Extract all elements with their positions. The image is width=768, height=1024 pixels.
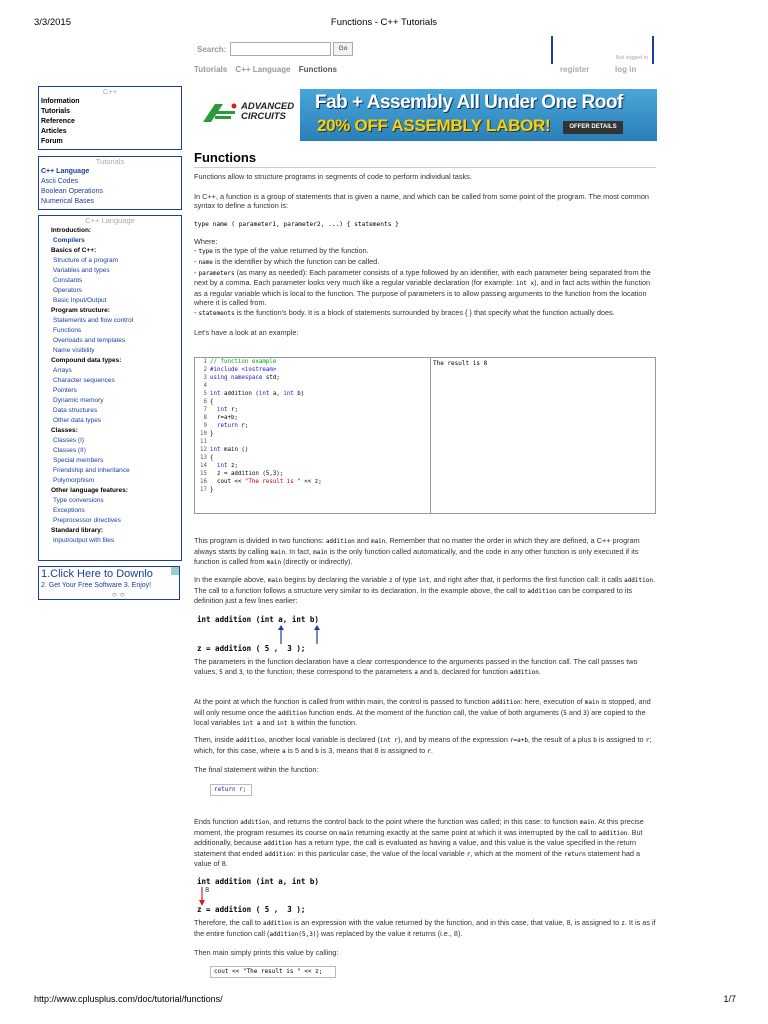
line-number: 14 (200, 463, 207, 469)
p9-code-4: addition (598, 829, 628, 837)
p4-text-e: . The call to a function follows a structure very similar to its declaration. In the example above, the call to (194, 575, 656, 595)
p5-text-b: and (222, 666, 240, 676)
circuit-logo-icon (201, 102, 237, 124)
sidebar-section-heading: Compound data types: (51, 357, 122, 364)
where-label: Where: (194, 236, 218, 246)
p7-text-j: . (430, 745, 433, 755)
line-number: 13 (200, 455, 207, 461)
lets-look-text: Let's have a look at an example: (194, 327, 299, 337)
line-number: 6 (203, 399, 207, 405)
banner-promo: 20% OFF ASSEMBLY LABOR! (317, 116, 551, 135)
breadcrumb-tutorials[interactable]: Tutorials (194, 65, 228, 74)
print-url: http://www.cplusplus.com/doc/tutorial/functions/ (34, 994, 223, 1004)
p9-text-a: Ends function (194, 817, 241, 826)
login-link[interactable]: log in (615, 65, 637, 74)
sidebar-ad[interactable] (38, 566, 180, 600)
sidebar-item[interactable]: Data structures (53, 407, 98, 414)
where-parameters-text: (as many as needed): Each parameter consists of a type followed by an identifier, with each parameter being separated from the next by a comma. Each parameter looks very much like a regular variable declaration (for example: (194, 267, 651, 288)
sidebar-tutorials (38, 156, 182, 210)
sidebar-item[interactable]: Dynamic memory (53, 397, 104, 404)
account-box (551, 36, 654, 64)
p7-text-a: Then, inside (194, 735, 236, 744)
p3-code-3: main (270, 548, 286, 556)
parameter-arrows-icon (270, 624, 330, 646)
paragraph-final-statement: The final statement within the function: (194, 765, 319, 774)
sidebar-item[interactable]: Classes (II) (53, 447, 86, 454)
code-int-x: int x (516, 280, 535, 288)
code-line (195, 398, 430, 406)
p3-text-e: is the only function called automatically, and the code in any other function is only executed if its function is called from (194, 546, 639, 567)
p7-text-h: is 5 and (285, 745, 316, 755)
code-line (195, 478, 430, 486)
sidebar-section-heading: Introduction: (51, 227, 92, 234)
p5-code-5: addition (509, 668, 539, 676)
p5-text-e: , declared for function (437, 666, 510, 676)
paragraph-parameters (194, 657, 656, 677)
p4-text-c: of type (392, 575, 419, 584)
where-parameters: - parameters (as many as needed): Each parameter consists of a type followed by an identifier, with each parameter being separated from the next by a comma. Each parameter looks very much like a regular variable declaration (for example: int x), and in fact acts within the function as a regular variable which is local to the function. The purpose of parameters is to allow passing arguments to the function from the location where it is called from. (194, 267, 651, 308)
p9-text-h: , which at the moment of the (470, 848, 565, 858)
p6-code-2: main (584, 699, 600, 706)
code-line (195, 422, 430, 430)
p3-code-1: addition (325, 538, 355, 545)
p4-code-3: int (418, 577, 430, 584)
p9-text-d: returning exactly at the same point at which it was interrupted by the call to (353, 827, 599, 837)
p6-code-3: addition (277, 709, 307, 717)
sidebar-item[interactable]: Structure of a program (53, 257, 119, 264)
p9-code-8: return (564, 850, 586, 858)
register-link[interactable]: register (560, 65, 590, 74)
paragraph-return-control (194, 817, 656, 869)
p5-code-4: b (434, 668, 438, 676)
sidebar-item[interactable]: Arrays (53, 367, 72, 374)
p7-code-1: addition (235, 737, 265, 744)
sidebar-item[interactable]: Operators (53, 287, 82, 294)
page-title: Functions (194, 150, 656, 168)
code-line (195, 438, 430, 446)
p6-text-h: within the function. (294, 718, 358, 728)
sidebar-section-heading: Program structure: (51, 307, 110, 314)
line-number: 1 (203, 359, 207, 365)
sidebar-item-forum[interactable]: Forum (41, 138, 63, 145)
p5-text-f: . (538, 666, 541, 676)
definition-paragraph: In C++, a function is a group of statements that is given a name, and which can be called from some point of the program. The most common syntax to define a function is: (194, 191, 649, 211)
code-text: int addition (int a, int b) (210, 391, 305, 397)
sidebar-item-numerical-bases[interactable]: Numerical Bases (41, 198, 94, 205)
sidebar-item[interactable]: Pointers (53, 387, 77, 394)
snippet-cout: cout << "The result is " << z; (210, 966, 336, 978)
p10-text-c: . It is as if the entire function call ( (194, 918, 656, 938)
logo-text (241, 102, 294, 122)
p7-code-7: a (282, 747, 286, 755)
return-value-label: 8 (205, 886, 210, 894)
sidebar-item[interactable]: Statements and flow control (53, 317, 134, 324)
sidebar-cpp-header: C++ (102, 87, 118, 96)
p6-text-a: At the point at which the function is called from within main, the control is passed to function (194, 697, 492, 706)
p7-code-8: b (315, 747, 319, 755)
paragraph-expression-value (194, 918, 656, 939)
logo-text-circuits: CIRCUITS (241, 111, 286, 122)
p10-code-3: addition(5,3) (269, 930, 317, 938)
code-text: int main () (210, 447, 249, 453)
line-number: 7 (203, 407, 207, 413)
sidebar-item[interactable]: Name visibility (53, 347, 95, 354)
ad-choices-icon[interactable] (171, 567, 179, 575)
where-statements: - statements is the function's body. It is a block of statements surrounded by braces { } that specify what the function actually does. (194, 307, 615, 317)
sidebar-item[interactable]: Friendship and inheritance (53, 467, 130, 474)
code-line (195, 406, 430, 414)
paragraph-example-above (194, 575, 656, 606)
p6-text-f: ) are copied to the local variables (194, 707, 646, 728)
p7-code-4: a (572, 737, 576, 744)
where-name-text: is the identifier by which the function can be called. (212, 256, 380, 266)
p10-text-a: Therefore, the call to (194, 918, 263, 927)
line-number: 16 (200, 479, 207, 485)
p4-text-b: begins by declaring the variable (282, 575, 389, 584)
p4-code-4: addition (624, 577, 653, 584)
sidebar-item-tutorials[interactable]: Tutorials (41, 108, 71, 115)
p3-text-a: This program is divided in two functions: (194, 536, 326, 545)
code-text: { (210, 455, 214, 461)
p7-code-3: r=a+b (509, 737, 528, 744)
code-line (195, 390, 430, 398)
sidebar-item-cpp-language[interactable]: C++ Language (41, 168, 90, 175)
line-number: 10 (200, 431, 207, 437)
sidebar-cpp-language (38, 215, 182, 561)
p5-text-d: and (417, 666, 435, 676)
p10-text-b: is an expression with the value returned by the function, and in this case, that value, 8, is assigned to (291, 918, 622, 927)
print-date: 3/3/2015 (34, 17, 71, 28)
p7-text-g: ; which, for this case, where (194, 735, 652, 755)
sidebar-item-boolean-operations[interactable]: Boolean Operations (41, 188, 103, 195)
p6-code-6: int a (242, 720, 261, 728)
sidebar-tutorials-header: Tutorials (95, 157, 125, 166)
code-text: int z; (216, 463, 238, 469)
syntax-line: type name ( parameter1, parameter2, ...) { statements } (194, 220, 399, 228)
p9-code-3: main (339, 829, 354, 837)
line-number: 12 (200, 447, 207, 453)
sidebar-item[interactable]: Overloads and templates (53, 337, 126, 344)
code-type: type (198, 248, 213, 256)
p6-code-5: 3 (583, 709, 587, 717)
p3-text-c: . Remember that no matter the order in which they are defined, a C++ program always starts by calling (194, 536, 640, 556)
code-line (195, 446, 430, 454)
code-line (195, 382, 430, 390)
banner-headline: Fab + Assembly All Under One Roof (315, 92, 623, 113)
code-text: return r; (216, 423, 249, 429)
p6-code-7: int b (276, 720, 295, 728)
p10-text-d: ) was replaced by the value it returns (i.e., 8). (316, 928, 463, 938)
code-text: #include <iostream> (210, 367, 277, 373)
paragraph-two-functions (194, 536, 656, 568)
code-text: int r; (216, 407, 238, 413)
search-input[interactable] (230, 42, 331, 56)
advanced-circuits-logo (195, 89, 300, 141)
p6-text-b: : here, execution of (520, 697, 585, 706)
sidebar-item[interactable]: Special members (53, 457, 104, 464)
code-statements: statements (198, 309, 235, 317)
go-button[interactable]: Go (333, 42, 353, 56)
sidebar-cpp (38, 86, 182, 150)
sidebar-item[interactable]: Constants (53, 277, 83, 284)
line-number: 4 (203, 383, 207, 389)
code-line (195, 366, 430, 374)
return-diagram-declaration: int addition (int a, int b) (197, 877, 319, 886)
banner-ad[interactable] (195, 89, 657, 141)
sidebar-item[interactable]: Classes (I) (53, 437, 85, 444)
sidebar-item-information[interactable]: Information (41, 98, 80, 105)
p7-code-9: r (427, 747, 431, 755)
sidebar-section-heading: Standard library: (51, 527, 104, 534)
sidebar-item[interactable]: Polymorphism (53, 477, 95, 484)
p6-code-1: addition (491, 699, 521, 706)
p9-code-1: addition (240, 819, 270, 826)
sidebar-item[interactable]: Basic Input/Output (53, 297, 107, 304)
snippet-return: return r; (210, 784, 252, 796)
p6-text-d: function ends. At the moment of the function call, the value of both arguments ( (306, 707, 564, 717)
sidebar-item[interactable]: Exceptions (53, 507, 85, 514)
line-number: 8 (203, 415, 207, 421)
ad-dots: ○○ (112, 590, 128, 599)
p3-code-2: main (370, 538, 386, 545)
p9-code-6: addition (264, 850, 294, 858)
sidebar-language-header: C++ Language (85, 216, 135, 225)
line-number: 9 (203, 423, 207, 429)
p7-text-f: is assigned to (596, 735, 646, 744)
code-example (194, 357, 656, 514)
code-line (195, 470, 430, 478)
code-line (195, 358, 430, 366)
p9-text-e: . But additionally, because (194, 827, 643, 848)
p6-code-4: 5 (563, 709, 567, 717)
p7-text-b: , another local variable is declared ( (264, 735, 380, 744)
code-line (195, 454, 430, 462)
p6-text-e: and (566, 707, 584, 717)
p7-code-6: r (645, 737, 650, 744)
p4-code-5: addition (527, 587, 557, 595)
line-number: 17 (200, 487, 207, 493)
p7-text-i: is 3, means that 8 is assigned to (318, 745, 428, 755)
call-diagram-declaration: int addition (int a, int b) (197, 615, 319, 624)
return-diagram-call: z = addition ( 5 , 3 ); (197, 905, 306, 914)
paragraph-local-variable (194, 735, 656, 756)
sidebar-item[interactable]: Variables and types (53, 267, 110, 274)
intro-paragraph: Functions allow to structure programs in segments of code to perform individual tasks. (194, 172, 472, 181)
p4-text-d: , and right after that, it performs the first function call: it calls (429, 575, 625, 584)
code-listing (195, 358, 431, 513)
search-label: Search: (197, 45, 227, 54)
code-parameters: parameters (198, 269, 235, 277)
p9-text-b: , and returns the control back to the point where the function was called; in this case: to function (269, 817, 580, 826)
breadcrumb-cpp-language[interactable]: C++ Language (235, 65, 291, 74)
where-type: - type is the type of the value returned by the function. (194, 246, 369, 256)
p7-text-d: , the result of (527, 735, 573, 744)
article (194, 150, 656, 337)
p3-code-5: main (266, 559, 282, 567)
where-statements-text: is the function's body. It is a block of statements surrounded by braces { } that specify what the function actually does. (234, 307, 615, 317)
where-name: - name is the identifier by which the function can be called. (194, 256, 380, 266)
code-line (195, 486, 430, 494)
code-name: name (198, 258, 213, 266)
p9-text-c: . At this precise moment, the program resumes its course on (194, 817, 644, 837)
sidebar-section-heading: Basics of C++: (51, 247, 97, 254)
paragraph-control-passed (194, 697, 656, 729)
breadcrumb-functions[interactable]: Functions (298, 65, 337, 74)
sidebar-item[interactable]: Preprocessor directives (53, 517, 121, 524)
code-line (195, 462, 430, 470)
code-line (195, 430, 430, 438)
logo-text-advanced: ADVANCED (241, 101, 295, 112)
p7-text-e: plus (575, 735, 594, 744)
p10-code-2: z (621, 920, 625, 927)
p3-text-d: . In fact, (285, 546, 314, 556)
p3-text-f: (directly or indirectly). (281, 557, 353, 567)
breadcrumb (194, 65, 343, 74)
p9-text-g: : in this particular case, the value of the local variable (293, 848, 467, 858)
p9-text-i: statement had a value of 8. (194, 848, 641, 869)
line-number: 3 (203, 375, 207, 381)
code-text: using namespace std; (210, 375, 280, 381)
code-text: } (210, 487, 214, 493)
sidebar-item-articles[interactable]: Articles (41, 128, 67, 135)
p5-code-1: 5 (219, 668, 223, 676)
sidebar-item[interactable]: Compilers (53, 237, 85, 244)
ad-subline[interactable]: 2. Get Your Free Software 3. Enjoy! (41, 582, 152, 589)
sidebar-item[interactable]: Character sequences (53, 377, 115, 384)
code-output: The result is 8 (433, 360, 488, 367)
where-parameters-text2: ), and in fact acts within the function as a regular variable which is local to the function. The purpose of parameters is to allow passing arguments to the function from the location where it is called from. (194, 278, 651, 308)
line-number: 15 (200, 471, 207, 477)
where-type-text: is the type of the value returned by the function. (212, 246, 369, 256)
where-list (194, 237, 656, 319)
p9-text-f: has a return type, the call is evaluated as having a value, and this value is the value specified in the return statement that ended (194, 838, 637, 858)
sidebar-item[interactable]: Input/output with files (53, 537, 115, 544)
p7-text-c: ), and by means of the expression (397, 735, 510, 744)
p7-code-2: int r (379, 737, 398, 744)
p5-text-c: , to the function; these correspond to the parameters (242, 666, 415, 676)
p7-code-5: b (593, 737, 597, 744)
p4-code-1: main (267, 577, 283, 584)
print-page-number: 1/7 (723, 994, 736, 1004)
p9-code-5: addition (263, 840, 293, 848)
p9-code-7: r (466, 850, 471, 858)
sidebar-section-heading: Other language features: (51, 487, 128, 494)
call-diagram-call: z = addition ( 5 , 3 ); (197, 644, 306, 653)
p4-code-2: z (388, 577, 393, 584)
p4-text-f: can be compared to its definition just a few lines earlier: (194, 585, 633, 606)
line-number: 5 (203, 391, 207, 397)
print-title: Functions - C++ Tutorials (330, 17, 438, 28)
p9-code-2: main (579, 819, 595, 826)
sidebar-item[interactable]: Other data types (53, 417, 102, 424)
p5-text-a: The parameters in the function declaration have a clear correspondence to the arguments passed in the function call. The call passes two values, (194, 657, 638, 676)
p3-text-b: and (354, 536, 371, 545)
p6-text-c: is stopped, and will only resume once the (194, 697, 651, 717)
p5-code-3: a (414, 668, 418, 676)
code-line (195, 414, 430, 422)
login-status: Not logged in (615, 55, 648, 61)
sidebar-section-heading: Classes: (51, 427, 78, 434)
code-text: cout << "The result is " << z; (210, 479, 322, 485)
sidebar-item[interactable]: Type conversions (53, 497, 104, 504)
paragraph-prints-value: Then main simply prints this value by calling: (194, 948, 339, 957)
line-number: 11 (200, 439, 207, 445)
sidebar-item[interactable]: Functions (53, 327, 82, 334)
p4-text-a: In the example above, (194, 575, 268, 584)
p5-code-2: 3 (239, 668, 243, 676)
sidebar-item-ascii-codes[interactable]: Ascii Codes (41, 178, 78, 185)
code-text: { (210, 399, 214, 405)
p6-text-g: and (260, 718, 277, 728)
code-text: r=a+b; (210, 415, 238, 421)
code-line (195, 374, 430, 382)
line-number: 2 (203, 367, 207, 373)
code-text: } (210, 431, 214, 437)
sidebar-item-reference[interactable]: Reference (41, 118, 75, 125)
ad-headline[interactable]: 1.Click Here to Downlo (41, 568, 153, 580)
code-text: z = addition (5,3); (210, 471, 284, 477)
p10-code-1: addition (262, 920, 292, 927)
p3-code-4: main (313, 548, 328, 556)
offer-details-button[interactable]: OFFER DETAILS (563, 121, 623, 134)
code-text: // function example (210, 359, 277, 365)
